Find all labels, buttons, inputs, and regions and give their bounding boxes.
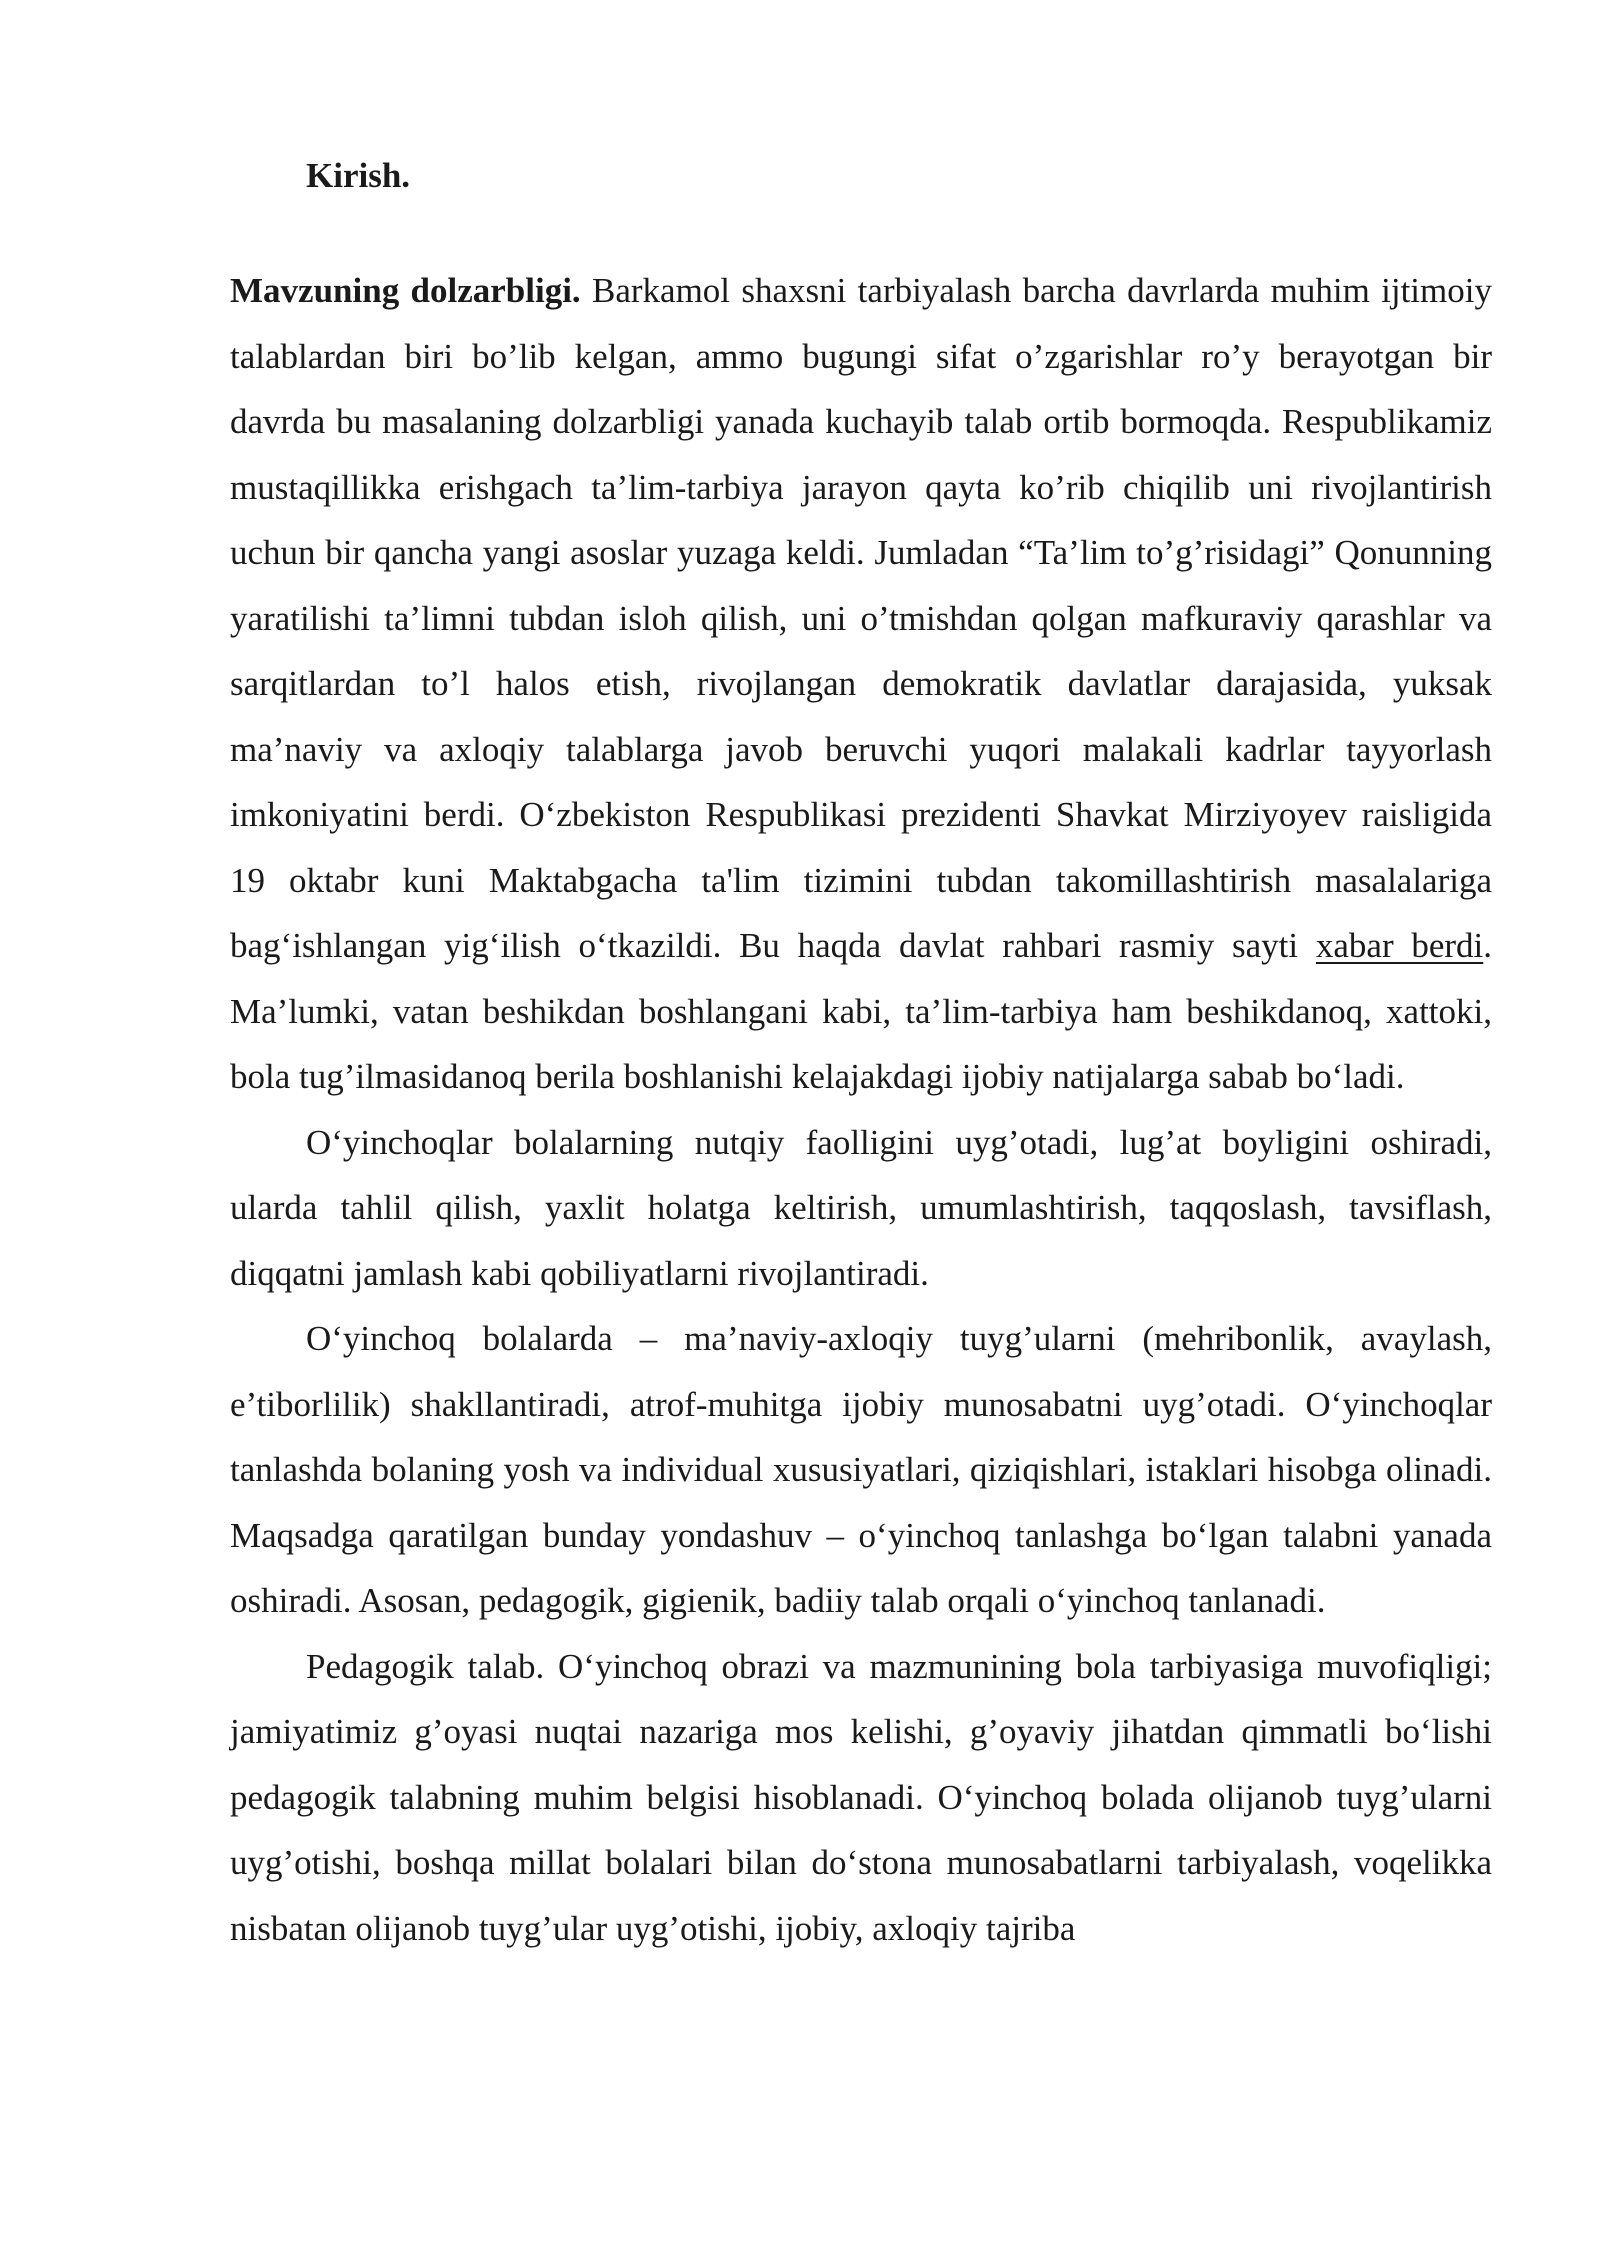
paragraph-relevance xyxy=(230,258,1492,1110)
paragraph-lead: Mavzuning dolzarbligi. xyxy=(230,271,581,310)
news-link[interactable]: xabar berdi xyxy=(1315,926,1484,965)
paragraph-moral-feelings: O‘yinchoq bolalarda – ma’naviy-axloqiy tuyg’ularni (mehribonlik, avaylash, e’tiborlilik) shakllantiradi, atrof-muhitga ijobiy munosabatni uyg’otadi. O‘yinchoqlar tanlashda bolaning yosh va individual xususiyatlari, qiziqishlari, istaklari hisobga olinadi. Maqsadga qaratilgan bunday yondashuv – o‘yinchoq tanlashga bo‘lgan talabni yanada oshiradi. Asosan, pedagogik, gigienik, badiiy talab orqali o‘yinchoq tanlanadi. xyxy=(230,1319,1492,1620)
document-body xyxy=(230,150,1492,1961)
paragraph-text-b: . Ma’lumki, vatan beshikdan boshlangani kabi, ta’lim-tarbiya ham beshikdanoq, xattoki, bola tug’ilmasidanoq berila boshlanishi kelajakdagi ijobiy natijalarga sabab bo‘ladi. xyxy=(230,926,1492,1096)
section-heading: Kirish. xyxy=(306,156,411,195)
paragraph-speech-activity: O‘yinchoqlar bolalarning nutqiy faolligini uyg’otadi, lug’at boyligini oshiradi, ularda tahlil qilish, yaxlit holatga keltirish, umumlashtirish, taqqoslash, tavsiflash, diqqatni jamlash kabi qobiliyatlarni rivojlantiradi. xyxy=(230,1122,1492,1293)
paragraph-text-a: Barkamol shaxsni tarbiyalash barcha davrlarda muhim ijtimoiy talablardan biri bo’lib kelgan, ammo bugungi sifat o’zgarishlar ro’y berayotgan bir davrda bu masalaning dolzarbligi yanada kuchayib talab ortib bormoqda. Respublikamiz mustaqillikka erishgach ta’lim-tarbiya jarayon qayta ko’rib chiqilib uni rivojlantirish uchun bir qancha yangi asoslar yuzaga keldi. Jumladan “Ta’lim to’g’risidagi” Qonunning yaratilishi ta’limni tubdan isloh qilish, uni o’tmishdan qolgan mafkuraviy qarashlar va sarqitlardan to’l halos etish, rivojlangan demokratik davlatlar darajasida, yuksak ma’naviy va axloqiy talablarga javob beruvchi yuqori malakali kadrlar tayyorlash imkoniyatini berdi. O‘zbekiston Respublikasi prezidenti Shavkat Mirziyoyev raisligida 19 oktabr kuni Maktabgacha ta'lim tizimini tubdan takomillashtirish masalalariga bag‘ishlangan yig‘ilish o‘tkazildi. Bu haqda davlat rahbari rasmiy sayti xyxy=(230,271,1492,965)
paragraph-pedagogical-requirement: Pedagogik talab. O‘yinchoq obrazi va mazmunining bola tarbiyasiga muvofiqligi; jamiyatimiz g’oyasi nuqtai nazariga mos kelishi, g’oyaviy jihatdan qimmatli bo‘lishi pedagogik talabning muhim belgisi hisoblanadi. O‘yinchoq bolada olijanob tuyg’ularni uyg’otishi, boshqa millat bolalari bilan do‘stona munosabatlarni tarbiyalash, voqelikka nisbatan olijanob tuyg’ular uyg’otishi, ijobiy, axloqiy tajriba xyxy=(230,1646,1492,1948)
